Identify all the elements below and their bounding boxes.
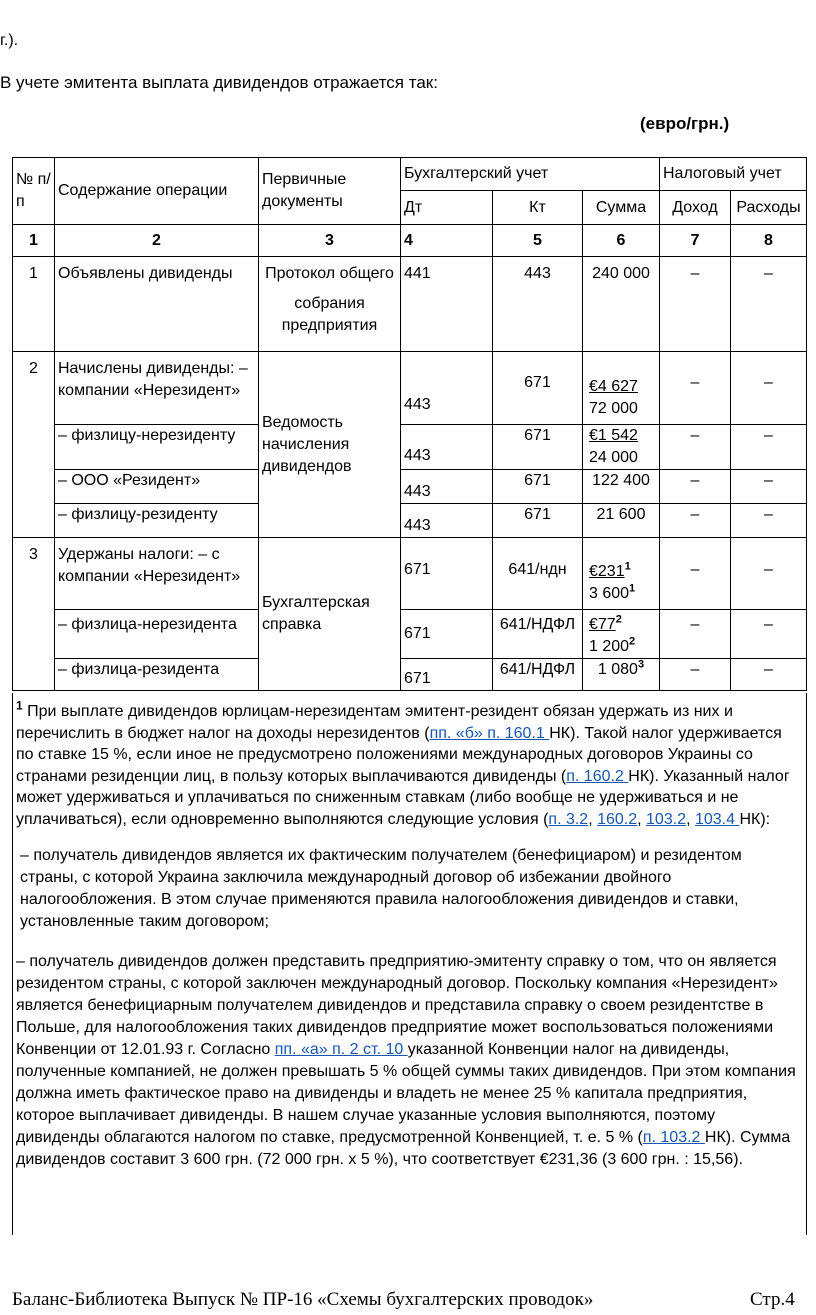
row-kt: 641/НДФЛ — [493, 610, 583, 659]
col-number: 4 — [401, 225, 493, 257]
header-sum: Сумма — [583, 191, 660, 225]
table-row — [13, 425, 807, 470]
sum-euro: €4 627 — [589, 378, 638, 395]
row-sum: 21 600 — [583, 504, 660, 538]
row-sum: $€77^2$ 1 $200^2$ — [583, 610, 660, 659]
row-content: – ООО «Резидент» — [55, 470, 259, 504]
row-kt: 641/НДФЛ — [493, 659, 583, 691]
col-number: 5 — [493, 225, 583, 257]
row-docs: Ведомость начисления дивидендов — [259, 352, 401, 538]
header-dt: Дт — [401, 191, 493, 225]
dividends-table — [12, 157, 807, 691]
header-income: Доход — [660, 191, 731, 225]
row-expenses: – — [731, 610, 807, 659]
row-sum: €1 542 24 000 — [583, 425, 660, 470]
header-num: № п/п — [13, 158, 55, 225]
row-income: – — [660, 610, 731, 659]
row-dt: 443 — [401, 425, 493, 470]
col-number: 7 — [660, 225, 731, 257]
row-dt: 671 — [401, 659, 493, 691]
row-content: – физлицу-нерезиденту — [55, 425, 259, 470]
table-row — [13, 610, 807, 659]
link-103-4[interactable]: 103.4 — [694, 810, 740, 828]
row-expenses: – — [731, 504, 807, 538]
row-sum: €4 627 72 000 — [583, 352, 660, 425]
sum-euro: €231 — [589, 563, 625, 580]
header-expenses: Расходы — [731, 191, 807, 225]
row-dt: 671 — [401, 538, 493, 610]
row-kt: 671 — [493, 352, 583, 425]
footnote-paragraph-1: $^1$ При выплате дивидендов юрлицам-нерезидентам эмитент-резидент обязан удержать из них и перечислить в бюджет налог на доходы нерезидентов (пп. «б» п. 160.1 НК). Такой налог удерживается по ставке 15 %, если иное не предусмотрено положениями международных договоров Украины со странами резиденции лиц, в пользу которых выплачиваются дивиденды (п. 160.2 НК). Указанный налог может удерживаться и уплачиваться по сниженным ставкам (либо вообще не удерживаться и не уплачиваться), если одновременно выполняются следующие условия (п. 3.2, 160.2, 103.2, 103.4 НК): — [16, 698, 790, 828]
col-number: 2 — [55, 225, 259, 257]
row-expenses: – — [731, 470, 807, 504]
row-docs: Бухгалтерская справка — [259, 538, 401, 691]
row-income: – — [660, 538, 731, 610]
link-p-3-2[interactable]: п. 3.2 — [548, 810, 589, 828]
col-number: 1 — [13, 225, 55, 257]
intro-text: В учете эмитента выплата дивидендов отражается так: — [0, 73, 438, 92]
row-dt: 441 — [401, 257, 493, 352]
footnotes-block — [12, 693, 807, 1235]
currency-note: (евро/грн.) — [640, 114, 730, 133]
table-row — [13, 538, 807, 610]
row-content: – физлица-нерезидента — [55, 610, 259, 659]
row-dt: 443 — [401, 470, 493, 504]
row-docs: Протокол общего собрания предприятия — [259, 257, 401, 352]
link-pp-a-p-2-st-10[interactable]: пп. «а» п. 2 ст. 10 — [274, 1041, 408, 1058]
header-docs: Первичные документы — [259, 158, 401, 225]
link-103-2[interactable]: 103.2 — [646, 810, 687, 828]
col-number: 8 — [731, 225, 807, 257]
row-dt: 443 — [401, 352, 493, 425]
row-content: Объявлены дивиденды — [55, 257, 259, 352]
header-accounting: Бухгалтерский учет — [401, 158, 660, 191]
row-expenses: – — [731, 352, 807, 425]
row-expenses: – — [731, 538, 807, 610]
row-num: 1 — [13, 257, 55, 352]
row-kt: 443 — [493, 257, 583, 352]
row-income: – — [660, 352, 731, 425]
row-sum: 122 400 — [583, 470, 660, 504]
sum-euro: €77 — [589, 616, 616, 633]
row-income: – — [660, 504, 731, 538]
col-number: 6 — [583, 225, 660, 257]
row-income: – — [660, 659, 731, 691]
row-expenses: – — [731, 659, 807, 691]
row-kt: 671 — [493, 425, 583, 470]
row-dt: 443 — [401, 504, 493, 538]
table-row — [13, 470, 807, 504]
top-fragment: г.). — [0, 32, 19, 49]
header-tax: Налоговый учет — [660, 158, 807, 191]
row-kt: 671 — [493, 504, 583, 538]
row-content: – физлицу-резиденту — [55, 504, 259, 538]
col-number: 3 — [259, 225, 401, 257]
footnote-paragraph-2: – получатель дивидендов является их фактическим получателем (бенефициаром) и резидентом страны, с которой Украина заключила международный договор об избежании двойного налогообложения. В этом случае применяются правила налогообложения дивидендов и ставки, установленные таким договором; — [20, 847, 742, 930]
row-kt: 641/ндн — [493, 538, 583, 610]
row-kt: 671 — [493, 470, 583, 504]
row-sum: $€231^1$ 3 $600^1$ — [583, 538, 660, 610]
row-expenses: – — [731, 257, 807, 352]
link-p-160-2[interactable]: п. 160.2 — [566, 767, 629, 785]
table-row — [13, 504, 807, 538]
row-income: – — [660, 425, 731, 470]
link-160-2[interactable]: 160.2 — [597, 810, 638, 828]
row-income: – — [660, 257, 731, 352]
row-expenses: – — [731, 425, 807, 470]
row-income: – — [660, 470, 731, 504]
row-content: Начислены дивиденды: – компании «Нерезидент» — [55, 352, 259, 425]
footnote-mark: 1 — [16, 698, 23, 713]
link-pp-b-160-1[interactable]: пп. «б» п. 160.1 — [429, 724, 550, 742]
table-row — [13, 257, 807, 352]
row-content: Удержаны налоги: – с компании «Нерезидент» — [55, 538, 259, 610]
table-row — [13, 352, 807, 425]
row-dt: 671 — [401, 610, 493, 659]
row-sum: 240 000 — [583, 257, 660, 352]
footnote-paragraph-3: – получатель дивидендов должен представить предприятию-эмитенту справку о том, что он является резидентом страны, с которой заключен международный договор. Поскольку компания «Нерезидент» является бенефициарным получателем дивидендов и представила справку о своем резидентстве в Польше, для налогообложения таких дивидендов предприятие может воспользоваться положениями Конвенции от 12.01.93 г. Согласно пп. «а» п. 2 ст. 10 указанной Конвенции налог на дивиденды, полученные компанией, не должен превышать 5 % общей суммы таких дивидендов. При этом компания должна иметь фактическое право на дивиденды и владеть не менее 25 % капитала предприятия, которое выплачивает дивиденды. В нашем случае указанные условия выполняются, поэтому дивиденды облагаются налогом по ставке, предусмотренной Конвенцией, т. е. 5 % (п. 103.2 НК). Сумма дивидендов составит 3 600 грн. (72 000 грн. х 5 %), что соответствует €231,36 (3 600 грн. : 15,56). — [16, 953, 796, 1168]
row-num: 2 — [13, 352, 55, 538]
footer-title: Баланс-Библиотека Выпуск № ПР-16 «Схемы бухгалтерских проводок» — [12, 1289, 594, 1310]
row-sum: 1 $080^3$ — [583, 659, 660, 691]
sum-euro: €1 542 — [589, 427, 638, 444]
table-row — [13, 659, 807, 691]
header-kt: Кт — [493, 191, 583, 225]
link-p-103-2[interactable]: п. 103.2 — [642, 1129, 705, 1146]
header-content: Содержание операции — [55, 158, 259, 225]
row-num: 3 — [13, 538, 55, 691]
page-number: Стр.4 — [750, 1289, 795, 1310]
row-content: – физлица-резидента — [55, 659, 259, 691]
